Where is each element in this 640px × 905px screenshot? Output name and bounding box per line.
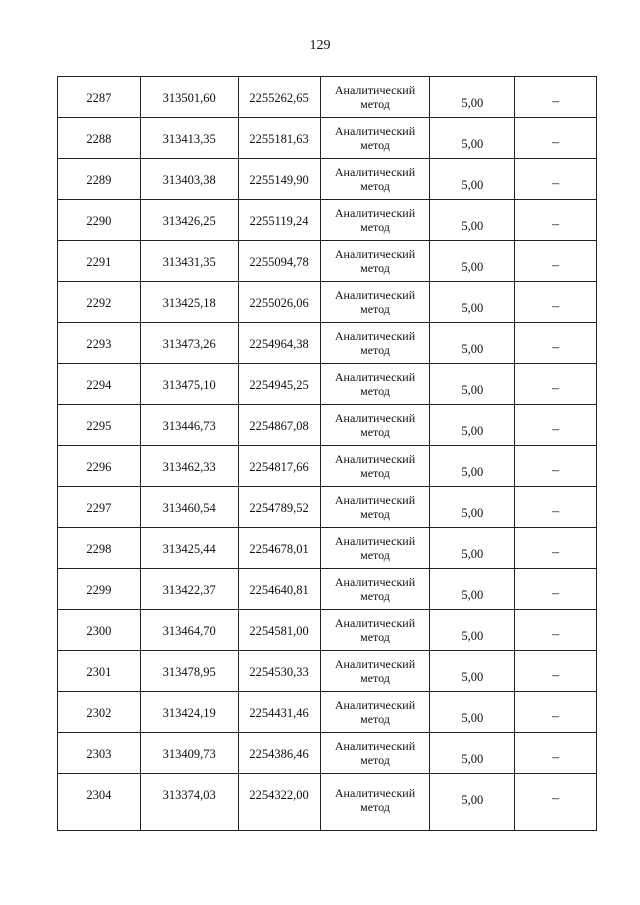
point-number-cell: 2291 bbox=[58, 241, 141, 282]
method-cell bbox=[320, 282, 430, 323]
method-text-line: Аналитический bbox=[334, 534, 416, 548]
method-text-line: метод bbox=[360, 466, 390, 480]
accuracy-cell: 5,00 bbox=[430, 569, 515, 610]
point-number-cell: 2299 bbox=[58, 569, 141, 610]
method-text-line: метод bbox=[360, 179, 390, 193]
accuracy-cell: 5,00 bbox=[430, 528, 515, 569]
method-cell bbox=[320, 692, 430, 733]
y-coordinate-cell: 2254945,25 bbox=[238, 364, 320, 405]
note-cell: – bbox=[515, 528, 597, 569]
y-coordinate-cell: 2255262,65 bbox=[238, 77, 320, 118]
point-number-cell: 2302 bbox=[58, 692, 141, 733]
point-number-cell: 2290 bbox=[58, 200, 141, 241]
accuracy-cell: 5,00 bbox=[430, 118, 515, 159]
method-text-line: Аналитический bbox=[334, 124, 416, 138]
table-row bbox=[58, 364, 597, 405]
method-cell bbox=[320, 118, 430, 159]
table-row bbox=[58, 118, 597, 159]
y-coordinate-cell: 2254431,46 bbox=[238, 692, 320, 733]
method-text-line: метод bbox=[360, 630, 390, 644]
note-cell: – bbox=[515, 446, 597, 487]
x-coordinate-cell: 313425,18 bbox=[140, 282, 238, 323]
method-text-line: метод bbox=[360, 220, 390, 234]
x-coordinate-cell: 313424,19 bbox=[140, 692, 238, 733]
method-text-line: Аналитический bbox=[334, 493, 416, 507]
method-text-line: Аналитический bbox=[334, 83, 416, 97]
method-text-line: метод bbox=[360, 384, 390, 398]
method-cell bbox=[320, 77, 430, 118]
point-number-cell: 2300 bbox=[58, 610, 141, 651]
x-coordinate-cell: 313374,03 bbox=[140, 774, 238, 831]
x-coordinate-cell: 313403,38 bbox=[140, 159, 238, 200]
y-coordinate-cell: 2254789,52 bbox=[238, 487, 320, 528]
y-coordinate-cell: 2255119,24 bbox=[238, 200, 320, 241]
note-cell: – bbox=[515, 241, 597, 282]
method-cell bbox=[320, 405, 430, 446]
x-coordinate-cell: 313426,25 bbox=[140, 200, 238, 241]
method-cell bbox=[320, 528, 430, 569]
y-coordinate-cell: 2255181,63 bbox=[238, 118, 320, 159]
method-text-line: метод bbox=[360, 261, 390, 275]
accuracy-cell: 5,00 bbox=[430, 364, 515, 405]
method-text-line: метод bbox=[360, 712, 390, 726]
note-cell: – bbox=[515, 405, 597, 446]
method-cell bbox=[320, 774, 430, 831]
point-number-cell: 2288 bbox=[58, 118, 141, 159]
method-text-line: Аналитический bbox=[334, 411, 416, 425]
x-coordinate-cell: 313501,60 bbox=[140, 77, 238, 118]
point-number-cell: 2287 bbox=[58, 77, 141, 118]
accuracy-cell: 5,00 bbox=[430, 405, 515, 446]
y-coordinate-cell: 2254867,08 bbox=[238, 405, 320, 446]
method-text-line: Аналитический bbox=[334, 206, 416, 220]
table-row bbox=[58, 446, 597, 487]
method-text-line: Аналитический bbox=[334, 739, 416, 753]
y-coordinate-cell: 2254964,38 bbox=[238, 323, 320, 364]
method-cell bbox=[320, 241, 430, 282]
note-cell: – bbox=[515, 651, 597, 692]
accuracy-cell: 5,00 bbox=[430, 692, 515, 733]
method-text-line: Аналитический bbox=[334, 329, 416, 343]
point-number-cell: 2296 bbox=[58, 446, 141, 487]
method-text-line: метод bbox=[360, 343, 390, 357]
table-row bbox=[58, 405, 597, 446]
method-cell bbox=[320, 323, 430, 364]
x-coordinate-cell: 313460,54 bbox=[140, 487, 238, 528]
method-text-line: метод bbox=[360, 671, 390, 685]
y-coordinate-cell: 2254386,46 bbox=[238, 733, 320, 774]
note-cell: – bbox=[515, 692, 597, 733]
method-cell bbox=[320, 200, 430, 241]
y-coordinate-cell: 2254817,66 bbox=[238, 446, 320, 487]
note-cell: – bbox=[515, 159, 597, 200]
x-coordinate-cell: 313446,73 bbox=[140, 405, 238, 446]
method-text-line: Аналитический bbox=[334, 288, 416, 302]
table-row bbox=[58, 528, 597, 569]
y-coordinate-cell: 2254640,81 bbox=[238, 569, 320, 610]
accuracy-cell: 5,00 bbox=[430, 282, 515, 323]
x-coordinate-cell: 313425,44 bbox=[140, 528, 238, 569]
point-number-cell: 2298 bbox=[58, 528, 141, 569]
x-coordinate-cell: 313475,10 bbox=[140, 364, 238, 405]
y-coordinate-cell: 2255094,78 bbox=[238, 241, 320, 282]
method-text-line: Аналитический bbox=[334, 575, 416, 589]
table-row bbox=[58, 487, 597, 528]
y-coordinate-cell: 2255149,90 bbox=[238, 159, 320, 200]
x-coordinate-cell: 313462,33 bbox=[140, 446, 238, 487]
note-cell: – bbox=[515, 77, 597, 118]
method-text-line: Аналитический bbox=[334, 452, 416, 466]
point-number-cell: 2297 bbox=[58, 487, 141, 528]
table-row bbox=[58, 774, 597, 831]
x-coordinate-cell: 313478,95 bbox=[140, 651, 238, 692]
method-cell bbox=[320, 569, 430, 610]
accuracy-cell: 5,00 bbox=[430, 241, 515, 282]
method-text-line: метод bbox=[360, 548, 390, 562]
page-number: 129 bbox=[309, 38, 331, 53]
point-number-cell: 2301 bbox=[58, 651, 141, 692]
table-row bbox=[58, 692, 597, 733]
table-row bbox=[58, 733, 597, 774]
note-cell: – bbox=[515, 774, 597, 831]
table-row bbox=[58, 241, 597, 282]
accuracy-cell: 5,00 bbox=[430, 774, 515, 831]
table-body bbox=[58, 77, 597, 831]
method-text-line: метод bbox=[360, 800, 390, 814]
note-cell: – bbox=[515, 569, 597, 610]
method-text-line: метод bbox=[360, 507, 390, 521]
coordinates-table bbox=[57, 76, 597, 831]
y-coordinate-cell: 2254530,33 bbox=[238, 651, 320, 692]
point-number-cell: 2292 bbox=[58, 282, 141, 323]
point-number-cell: 2289 bbox=[58, 159, 141, 200]
x-coordinate-cell: 313473,26 bbox=[140, 323, 238, 364]
accuracy-cell: 5,00 bbox=[430, 159, 515, 200]
accuracy-cell: 5,00 bbox=[430, 446, 515, 487]
accuracy-cell: 5,00 bbox=[430, 733, 515, 774]
method-text-line: метод bbox=[360, 589, 390, 603]
method-text-line: метод bbox=[360, 302, 390, 316]
accuracy-cell: 5,00 bbox=[430, 651, 515, 692]
note-cell: – bbox=[515, 323, 597, 364]
x-coordinate-cell: 313464,70 bbox=[140, 610, 238, 651]
note-cell: – bbox=[515, 282, 597, 323]
table-row bbox=[58, 77, 597, 118]
method-text-line: метод bbox=[360, 753, 390, 767]
accuracy-cell: 5,00 bbox=[430, 77, 515, 118]
method-cell bbox=[320, 446, 430, 487]
method-cell bbox=[320, 159, 430, 200]
method-text-line: Аналитический bbox=[334, 616, 416, 630]
table-row bbox=[58, 200, 597, 241]
method-text-line: Аналитический bbox=[334, 370, 416, 384]
note-cell: – bbox=[515, 200, 597, 241]
point-number-cell: 2303 bbox=[58, 733, 141, 774]
method-text-line: Аналитический bbox=[334, 786, 416, 800]
y-coordinate-cell: 2254581,00 bbox=[238, 610, 320, 651]
table-row bbox=[58, 282, 597, 323]
method-text-line: Аналитический bbox=[334, 247, 416, 261]
accuracy-cell: 5,00 bbox=[430, 323, 515, 364]
method-text-line: Аналитический bbox=[334, 165, 416, 179]
method-text-line: метод bbox=[360, 138, 390, 152]
method-text-line: Аналитический bbox=[334, 657, 416, 671]
accuracy-cell: 5,00 bbox=[430, 610, 515, 651]
table-row bbox=[58, 323, 597, 364]
x-coordinate-cell: 313422,37 bbox=[140, 569, 238, 610]
table-row bbox=[58, 610, 597, 651]
table-row bbox=[58, 569, 597, 610]
method-text-line: метод bbox=[360, 97, 390, 111]
accuracy-cell: 5,00 bbox=[430, 487, 515, 528]
note-cell: – bbox=[515, 364, 597, 405]
note-cell: – bbox=[515, 610, 597, 651]
method-cell bbox=[320, 733, 430, 774]
method-cell bbox=[320, 364, 430, 405]
x-coordinate-cell: 313413,35 bbox=[140, 118, 238, 159]
method-cell bbox=[320, 487, 430, 528]
note-cell: – bbox=[515, 733, 597, 774]
point-number-cell: 2304 bbox=[58, 774, 141, 831]
point-number-cell: 2295 bbox=[58, 405, 141, 446]
table-row bbox=[58, 159, 597, 200]
x-coordinate-cell: 313431,35 bbox=[140, 241, 238, 282]
table-row bbox=[58, 651, 597, 692]
y-coordinate-cell: 2254678,01 bbox=[238, 528, 320, 569]
x-coordinate-cell: 313409,73 bbox=[140, 733, 238, 774]
method-text-line: Аналитический bbox=[334, 698, 416, 712]
point-number-cell: 2293 bbox=[58, 323, 141, 364]
point-number-cell: 2294 bbox=[58, 364, 141, 405]
y-coordinate-cell: 2254322,00 bbox=[238, 774, 320, 831]
note-cell: – bbox=[515, 487, 597, 528]
method-cell bbox=[320, 651, 430, 692]
accuracy-cell: 5,00 bbox=[430, 200, 515, 241]
y-coordinate-cell: 2255026,06 bbox=[238, 282, 320, 323]
method-cell bbox=[320, 610, 430, 651]
method-text-line: метод bbox=[360, 425, 390, 439]
note-cell: – bbox=[515, 118, 597, 159]
